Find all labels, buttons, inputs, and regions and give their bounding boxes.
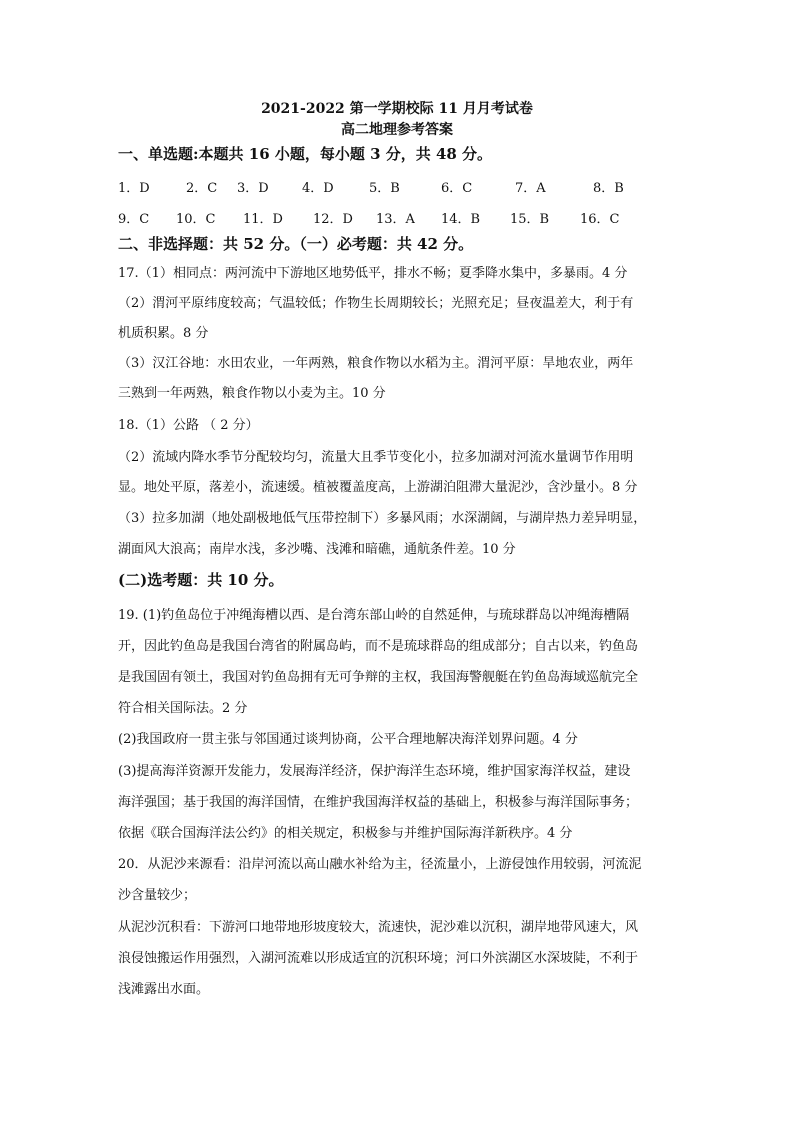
- q17-line: （3）汉江谷地：水田农业，一年两熟，粮食作物以水稻为主。渭河平原：旱地农业，两年: [118, 356, 634, 371]
- section-3-heading: (二)选考题：共 10 分。: [118, 571, 284, 589]
- q18-line: （3）拉多加湖（地处副极地低气压带控制下）多暴风雨；水深湖阔，与湖岸热力差异明显，: [118, 511, 647, 526]
- answer-item: 9．C: [118, 212, 150, 227]
- q19-line: 海洋强国；基于我国的海洋国情，在维护我国海洋权益的基础上，积极参与海洋国际事务；: [118, 795, 639, 810]
- answer-item: 6．C: [441, 181, 473, 196]
- answer-item: 2．C: [186, 181, 218, 196]
- q19-line: 是我国固有领土，我国对钓鱼岛拥有无可争辩的主权，我国海警舰艇在钓鱼岛海域巡航完全: [118, 670, 639, 685]
- answer-item: 16．C: [580, 212, 620, 227]
- q19-line: 开，因此钓鱼岛是我国台湾省的附属岛屿，而不是琉球群岛的组成部分；自古以来，钓鱼岛: [118, 639, 639, 654]
- q20-line: 浪侵蚀搬运作用强烈，入湖河流难以形成适宜的沉积环境；河口外滨湖区水深坡陡，不利于: [118, 951, 639, 966]
- q18-line: 显。地处平原，落差小，流速缓。植被覆盖度高，上游湖泊阻滞大量泥沙，含沙量小。8 分: [118, 480, 638, 495]
- q17-line: 机质积累。8 分: [118, 326, 209, 341]
- answer-item: 8．B: [593, 181, 624, 196]
- q20-line: 浅滩露出水面。: [118, 982, 210, 997]
- q17-line: 三熟到一年两熟，粮食作物以小麦为主。10 分: [118, 386, 386, 401]
- q18-line: （2）流域内降水季节分配较均匀，流量大且季节变化小，拉多加湖对河流水量调节作用明: [118, 450, 634, 465]
- answer-item: 5．B: [369, 181, 400, 196]
- answer-item: 14．B: [441, 212, 481, 227]
- q17-line: （2）渭河平原纬度较高；气温较低；作物生长周期较长；光照充足；昼夜温差大，利于有: [118, 296, 634, 311]
- q19-line: (2)我国政府一贯主张与邻国通过谈判协商，公平合理地解决海洋划界问题。4 分: [118, 732, 578, 747]
- answer-item: 13．A: [376, 212, 415, 227]
- q18-line: 湖面风大浪高；南岸水浅，多沙嘴、浅滩和暗礁，通航条件差。10 分: [118, 542, 516, 557]
- section-1-heading: 一、单选题:本题共 16 小题，每小题 3 分，共 48 分。: [118, 145, 493, 163]
- q19-line: 符合相关国际法。2 分: [118, 701, 248, 716]
- answer-item: 11．D: [243, 212, 283, 227]
- answer-item: 10．C: [176, 212, 216, 227]
- answer-item: 1．D: [118, 181, 150, 196]
- exam-title: 2021-2022 第一学期校际 11 月月考试卷: [261, 101, 533, 117]
- answer-item: 4．D: [302, 181, 334, 196]
- q19-line: (3)提高海洋资源开发能力，发展海洋经济，保护海洋生态环境，维护国家海洋权益，建设: [118, 764, 631, 779]
- q20-line: 从泥沙沉积看：下游河口地带地形坡度较大，流速快，泥沙难以沉积，湖岸地带风速大，风: [118, 920, 639, 935]
- q20-line: 20．从泥沙来源看：沿岸河流以高山融水补给为主，径流量小，上游侵蚀作用较弱，河流泥: [118, 857, 642, 872]
- answer-item: 12．D: [313, 212, 353, 227]
- exam-subtitle: 高二地理参考答案: [341, 122, 453, 138]
- q19-line: 依据《联合国海洋法公约》的相关规定，积极参与并维护国际海洋新秩序。4 分: [118, 826, 573, 841]
- q20-line: 沙含量较少；: [118, 888, 197, 903]
- answer-item: 15．B: [510, 212, 550, 227]
- answer-item: 3．D: [237, 181, 269, 196]
- section-2-heading: 二、非选择题：共 52 分。（一）必考题：共 42 分。: [118, 235, 474, 253]
- q17-line: 17.（1）相同点：两河流中下游地区地势低平，排水不畅；夏季降水集中，多暴雨。4 分: [118, 266, 628, 281]
- q18-line: 18.（1）公路 （ 2 分）: [118, 418, 259, 433]
- answer-item: 7．A: [515, 181, 546, 196]
- q19-line: 19. (1)钓鱼岛位于冲绳海槽以西、是台湾东部山岭的自然延伸，与琉球群岛以冲绳海槽隔: [118, 608, 630, 623]
